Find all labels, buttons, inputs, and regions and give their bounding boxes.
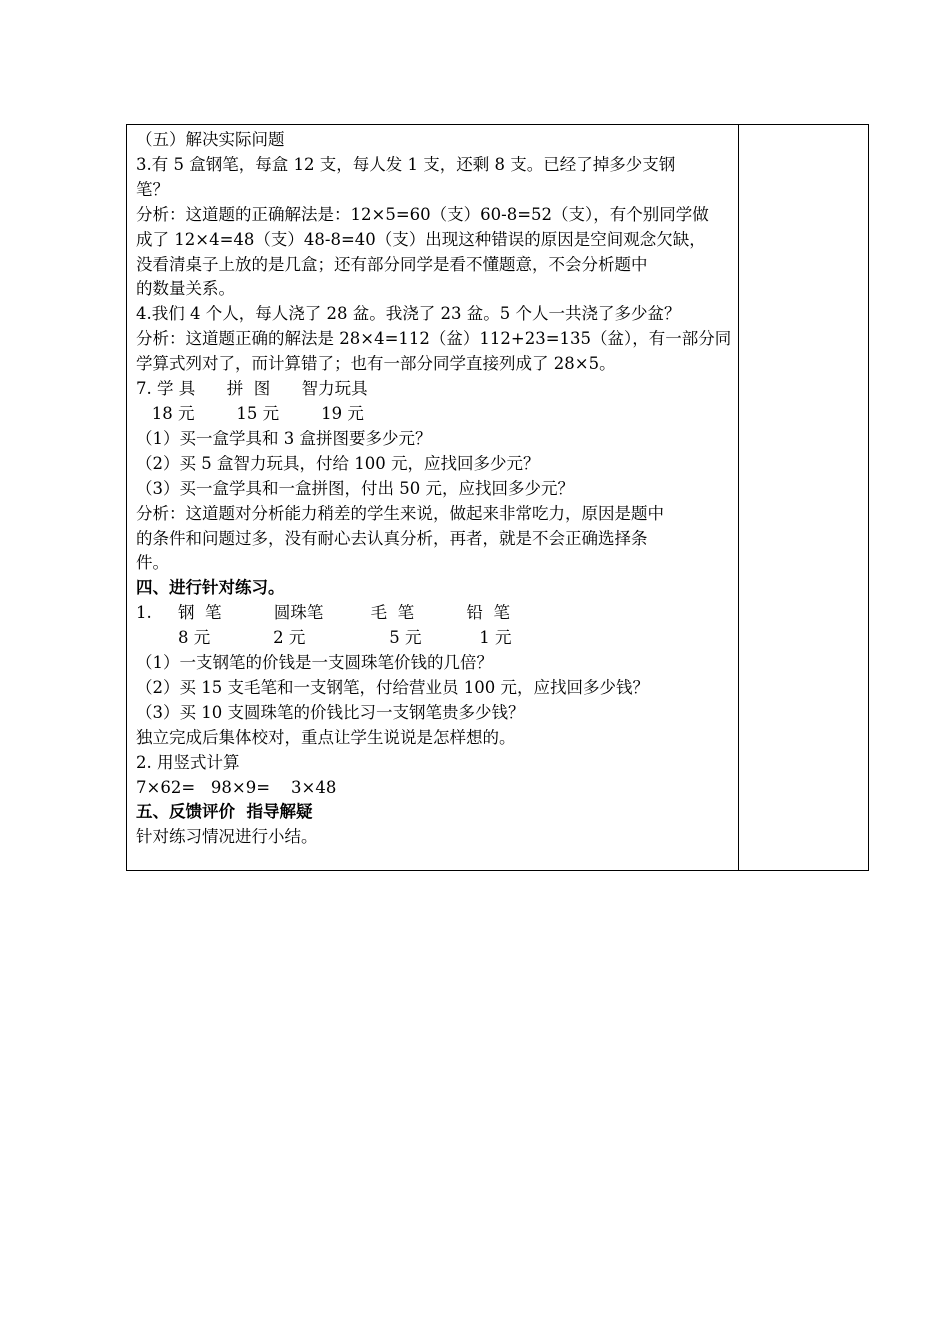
text-line: 分析：这道题对分析能力稍差的学生来说，做起来非常吃力，原因是题中 — [136, 503, 664, 523]
text-line: 学算式列对了，而计算错了；也有一部分同学直接列成了 28×5。 — [136, 354, 616, 374]
text-line: （2）买 5 盒智力玩具，付给 100 元，应找回多少元？ — [136, 453, 540, 473]
section-heading: 四、进行针对练习。 — [136, 578, 285, 598]
text-line: 的数量关系。 — [136, 279, 235, 299]
text-line: （五）解决实际问题 — [136, 130, 285, 149]
text-line: （3）买一盒学具和一盒拼图，付出 50 元，应找回多少元？ — [136, 478, 574, 498]
text-line: 1. 钢 笔 圆珠笔 毛 笔 铅 笔 — [136, 603, 511, 623]
notes-cell — [739, 125, 868, 870]
text-line: 7×62= 98×9= 3×48 — [136, 777, 337, 797]
text-line: （1）一支钢笔的价钱是一支圆珠笔价钱的几倍？ — [136, 653, 493, 673]
text-line: 18 元 15 元 19 元 — [136, 403, 364, 423]
text-line: 7. 学 具 拼 图 智力玩具 — [136, 379, 368, 399]
text-line: 成了 12×4=48（支）48-8=40（支）出现这种错误的原因是空间观念欠缺， — [136, 229, 706, 249]
section-heading: 五、反馈评价 指导解疑 — [136, 802, 313, 822]
text-line: 的条件和问题过多，没有耐心去认真分析，再者，就是不会正确选择条 — [136, 528, 648, 548]
text-line: 没看清桌子上放的是几盒；还有部分同学是看不懂题意，不会分析题中 — [136, 254, 648, 274]
text-line: 3.有 5 盒钢笔，每盒 12 支，每人发 1 支，还剩 8 支。已经了掉多少支钢 — [136, 154, 676, 174]
text-line: （2）买 15 支毛笔和一支钢笔，付给营业员 100 元，应找回多少钱？ — [136, 677, 649, 697]
text-line: 8 元 2 元 5 元 1 元 — [136, 628, 512, 648]
text-line: （1）买一盒学具和 3 盒拼图要多少元？ — [136, 428, 432, 448]
content-cell — [127, 125, 739, 870]
text-line: 2. 用竖式计算 — [136, 752, 240, 772]
lesson-table — [126, 124, 869, 871]
text-line: 分析：这道题的正确解法是：12×5=60（支）60-8=52（支），有个别同学做 — [136, 204, 709, 224]
text-line: 4.我们 4 个人，每人浇了 28 盆。我浇了 23 盆。5 个人一共浇了多少盆？ — [136, 304, 681, 324]
text-line: 件。 — [136, 553, 169, 573]
text-line: （3）买 10 支圆珠笔的价钱比习一支钢笔贵多少钱？ — [136, 702, 525, 722]
text-line: 独立完成后集体校对，重点让学生说说是怎样想的。 — [136, 727, 516, 747]
text-line: 笔？ — [136, 179, 169, 199]
text-line: 针对练习情况进行小结。 — [136, 827, 318, 847]
text-line: 分析：这道题正确的解法是 28×4=112（盆）112+23=135（盆），有一部分同 — [136, 329, 732, 349]
